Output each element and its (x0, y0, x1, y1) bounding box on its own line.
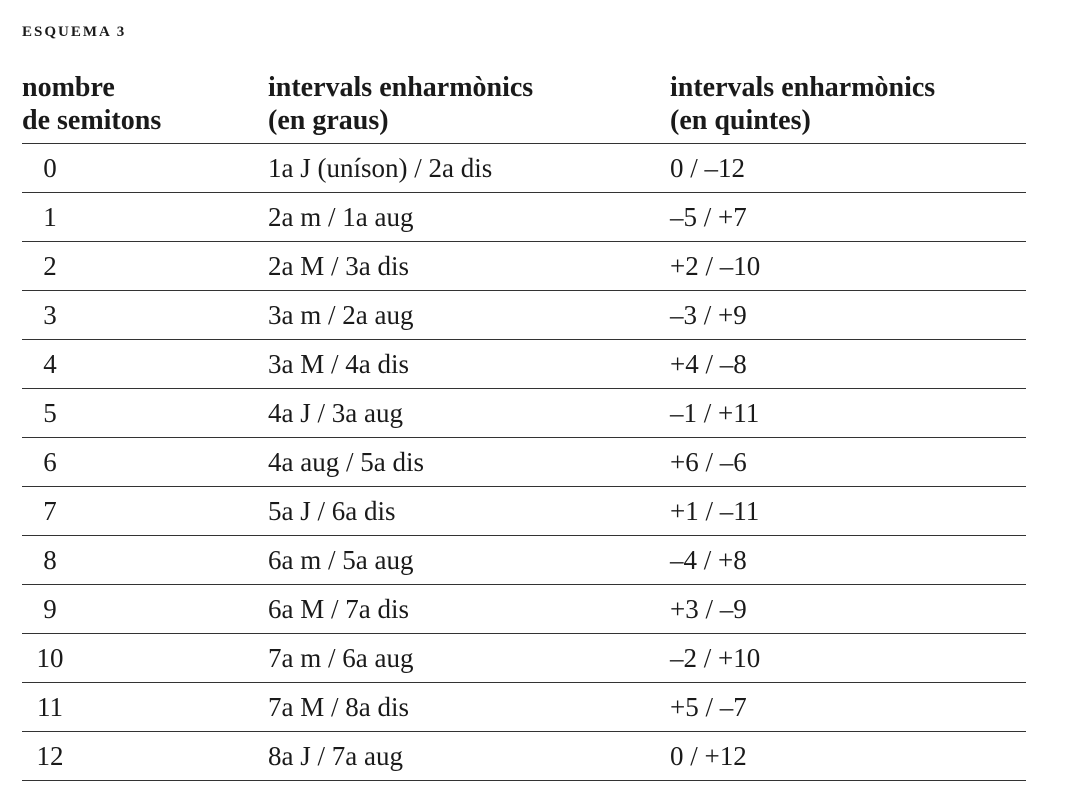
table-caption: ESQUEMA 3 (22, 24, 127, 40)
cell-semitones (22, 242, 268, 291)
cell-interval-fifths: –2 / +10 (670, 634, 1026, 683)
table-row (22, 340, 1026, 389)
table-row (22, 291, 1026, 340)
header-line: (en quintes) (670, 105, 811, 136)
cell-interval-degrees: 5a J / 6a dis (268, 487, 670, 536)
cell-interval-degrees: 4a aug / 5a dis (268, 438, 670, 487)
semitone-number: 4 (43, 348, 57, 379)
cell-semitones (22, 340, 268, 389)
semitone-number: 0 (43, 152, 57, 183)
semitone-number: 3 (43, 299, 57, 330)
cell-interval-fifths: +2 / –10 (670, 242, 1026, 291)
cell-interval-fifths: +4 / –8 (670, 340, 1026, 389)
table-row (22, 585, 1026, 634)
header-line: de semitons (22, 105, 162, 136)
semitone-number: 6 (43, 446, 57, 477)
cell-semitones (22, 193, 268, 242)
cell-interval-fifths: +1 / –11 (670, 487, 1026, 536)
cell-interval-fifths: –3 / +9 (670, 291, 1026, 340)
cell-interval-fifths: –4 / +8 (670, 536, 1026, 585)
cell-interval-fifths: –1 / +11 (670, 389, 1026, 438)
semitone-number: 10 (36, 642, 64, 673)
cell-semitones (22, 634, 268, 683)
cell-interval-degrees: 2a M / 3a dis (268, 242, 670, 291)
cell-interval-fifths: +5 / –7 (670, 683, 1026, 732)
table-row (22, 487, 1026, 536)
cell-semitones (22, 732, 268, 781)
table-row (22, 438, 1026, 487)
cell-interval-degrees: 1a J (uníson) / 2a dis (268, 144, 670, 193)
cell-semitones (22, 438, 268, 487)
header-line: nombre (22, 72, 115, 103)
table-row (22, 683, 1026, 732)
table-row (22, 242, 1026, 291)
cell-semitones (22, 144, 268, 193)
semitone-number: 1 (43, 201, 57, 232)
cell-semitones (22, 291, 268, 340)
semitone-number: 12 (36, 740, 64, 771)
header-intervals-degrees (268, 68, 670, 144)
table-row (22, 144, 1026, 193)
table-row (22, 193, 1026, 242)
semitone-number: 9 (43, 593, 57, 624)
header-line: intervals enharmònics (670, 72, 936, 103)
semitone-number: 5 (43, 397, 57, 428)
cell-interval-degrees: 3a m / 2a aug (268, 291, 670, 340)
semitone-number: 2 (43, 250, 57, 281)
cell-interval-fifths: 0 / –12 (670, 144, 1026, 193)
header-line: intervals enharmònics (268, 72, 534, 103)
table-header (22, 68, 1026, 144)
enharmonic-intervals-table (22, 68, 1026, 781)
table-row (22, 389, 1026, 438)
table-row (22, 732, 1026, 781)
cell-semitones (22, 487, 268, 536)
cell-interval-degrees: 2a m / 1a aug (268, 193, 670, 242)
cell-interval-degrees: 6a m / 5a aug (268, 536, 670, 585)
table-body (22, 144, 1026, 781)
header-line: (en graus) (268, 105, 389, 136)
cell-interval-degrees: 6a M / 7a dis (268, 585, 670, 634)
cell-semitones (22, 389, 268, 438)
header-semitones (22, 68, 268, 144)
header-intervals-fifths (670, 68, 1026, 144)
cell-interval-fifths: –5 / +7 (670, 193, 1026, 242)
table-row (22, 634, 1026, 683)
cell-interval-degrees: 7a m / 6a aug (268, 634, 670, 683)
cell-interval-fifths: +3 / –9 (670, 585, 1026, 634)
cell-interval-degrees: 3a M / 4a dis (268, 340, 670, 389)
cell-interval-degrees: 8a J / 7a aug (268, 732, 670, 781)
cell-semitones (22, 683, 268, 732)
cell-interval-degrees: 7a M / 8a dis (268, 683, 670, 732)
cell-interval-fifths: +6 / –6 (670, 438, 1026, 487)
cell-semitones (22, 536, 268, 585)
semitone-number: 11 (37, 691, 63, 722)
table-row (22, 536, 1026, 585)
header-row (22, 68, 1026, 144)
cell-interval-fifths: 0 / +12 (670, 732, 1026, 781)
semitone-number: 8 (43, 544, 57, 575)
cell-semitones (22, 585, 268, 634)
cell-interval-degrees: 4a J / 3a aug (268, 389, 670, 438)
semitone-number: 7 (43, 495, 57, 526)
